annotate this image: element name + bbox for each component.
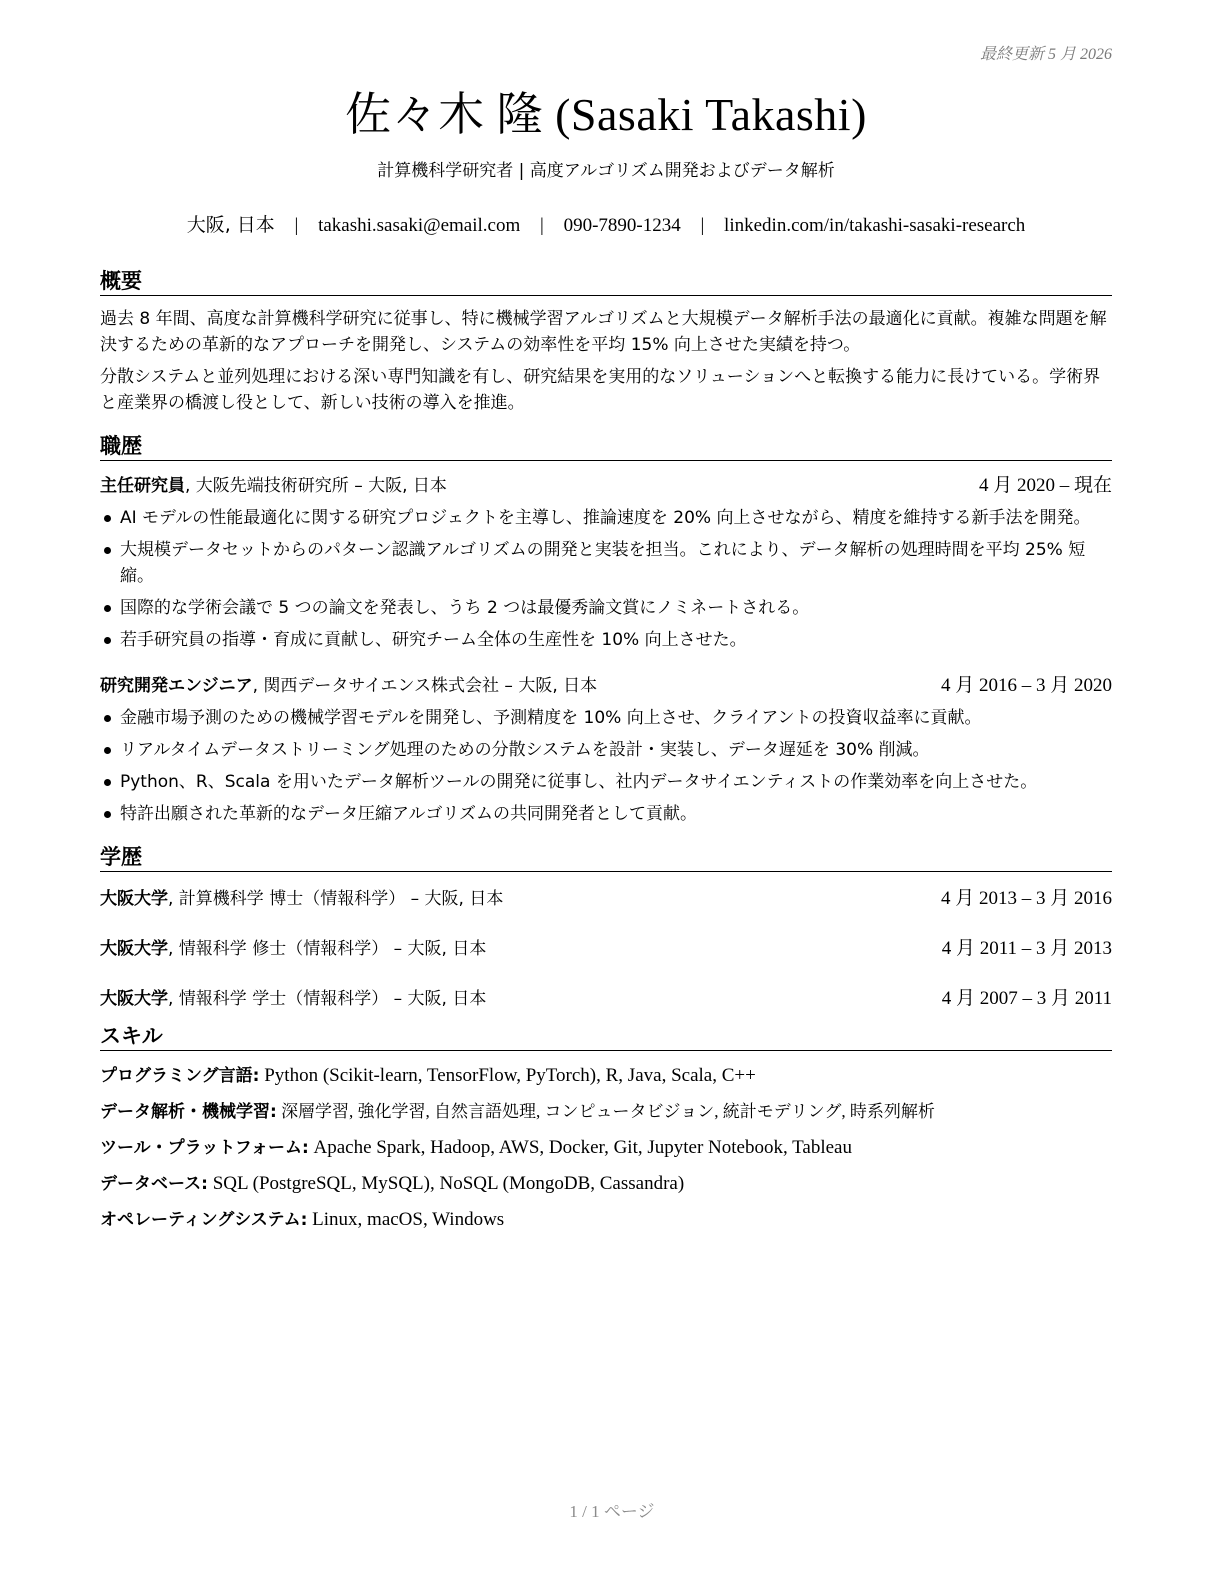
skill-value: 深層学習, 強化学習, 自然言語処理, コンピュータビジョン, 統計モデリング, 時系列解析 <box>276 1102 935 1121</box>
education-line <box>100 886 503 912</box>
candidate-headline: 計算機科学研究者 | 高度アルゴリズム開発およびデータ解析 <box>377 161 835 181</box>
education-school: 大阪大学 <box>100 889 168 909</box>
contact-location: 大阪, 日本 <box>186 214 275 236</box>
job-organization: , 関西データサイエンス株式会社 – 大阪, 日本 <box>252 676 598 696</box>
skill-label: データ解析・機械学習: <box>100 1102 277 1122</box>
contact-email-link[interactable]: takashi.sasaki@email.com <box>318 215 521 236</box>
contact-separator: | <box>294 215 299 236</box>
summary-paragraph: 分散システムと並列処理における深い専門知識を有し、研究結果を実用的なソリューションへと転換する能力に長けている。学術界と産業界の橋渡し役として、新しい技術の導入を推進。 <box>100 367 1101 413</box>
skill-label: ツール・プラットフォーム: <box>100 1138 309 1158</box>
skill-label: プログラミング言語: <box>100 1066 260 1086</box>
page-number-footer: 1 / 1 ページ <box>569 1502 655 1521</box>
education-dates: 4 月 2013 – 3 月 2016 <box>940 888 1112 909</box>
skills-list <box>100 1063 1112 1234</box>
summary-paragraph: 過去 8 年間、高度な計算機科学研究に従事し、特に機械学習アルゴリズムと大規模データ解析手法の最適化に貢献。複雑な問題を解決するための革新的なアプローチを開発し、システムの効率性を平均 15% 向上させた実績を持つ。 <box>100 309 1107 355</box>
contact-linkedin-link[interactable]: linkedin.com/in/takashi-sasaki-research <box>724 215 1026 236</box>
education-detail: , 情報科学 学士（情報科学） – 大阪, 日本 <box>168 989 487 1009</box>
job-entry <box>100 473 1112 653</box>
job-bullet: 大規模データセットからのパターン認識アルゴリズムの開発と実装を担当。これにより、データ解析の処理時間を平均 25% 短縮。 <box>100 537 1112 589</box>
job-bullet: リアルタイムデータストリーミング処理のための分散システムを設計・実装し、データ遅延を 30% 削減。 <box>100 737 1112 763</box>
job-bullet: AI モデルの性能最適化に関する研究プロジェクトを主導し、推論速度を 20% 向上させながら、精度を維持する新手法を開発。 <box>100 505 1112 531</box>
skill-row <box>100 1063 1112 1090</box>
job-bullet: 国際的な学術会議で 5 つの論文を発表し、うち 2 つは最優秀論文賞にノミネートされる。 <box>100 595 1112 621</box>
job-header <box>100 673 1112 699</box>
job-title-line <box>100 473 447 499</box>
skill-row <box>100 1099 1112 1126</box>
skill-label: データベース: <box>100 1174 208 1194</box>
education-line <box>100 986 486 1012</box>
job-title-line <box>100 673 597 699</box>
education-detail: , 情報科学 修士（情報科学） – 大阪, 日本 <box>168 939 487 959</box>
education-list <box>100 886 1112 1012</box>
skill-row <box>100 1207 1112 1234</box>
skill-value: SQL (PostgreSQL, MySQL), NoSQL (MongoDB, Cassandra) <box>207 1173 685 1194</box>
job-header <box>100 473 1112 499</box>
job-bullet: Python、R、Scala を用いたデータ解析ツールの開発に従事し、社内データサイエンティストの作業効率を向上させた。 <box>100 769 1112 795</box>
education-school: 大阪大学 <box>100 939 168 959</box>
contact-separator: | <box>700 215 705 236</box>
skill-value: Apache Spark, Hadoop, AWS, Docker, Git, Jupyter Notebook, Tableau <box>308 1137 852 1158</box>
skill-row <box>100 1135 1112 1162</box>
job-entry <box>100 673 1112 827</box>
education-dates: 4 月 2007 – 3 月 2011 <box>941 988 1112 1009</box>
resume-page <box>100 40 1112 1234</box>
education-school: 大阪大学 <box>100 989 168 1009</box>
job-dates: 4 月 2016 – 3 月 2020 <box>940 675 1112 696</box>
contact-line <box>100 212 1112 239</box>
skill-value: Linux, macOS, Windows <box>307 1209 505 1230</box>
section-title-experience: 職歴 <box>100 432 1112 461</box>
job-bullet: 金融市場予測のための機械学習モデルを開発し、予測精度を 10% 向上させ、クライアントの投資収益率に貢献。 <box>100 705 1112 731</box>
last-updated-label: 最終更新 5 月 2026 <box>979 46 1112 63</box>
skill-label: オペレーティングシステム: <box>100 1210 308 1230</box>
job-role: 研究開発エンジニア <box>100 676 253 696</box>
education-entry <box>100 986 1112 1012</box>
skill-row <box>100 1171 1112 1198</box>
education-entry <box>100 886 1112 912</box>
education-dates: 4 月 2011 – 3 月 2013 <box>941 938 1112 959</box>
education-detail: , 計算機科学 博士（情報科学） – 大阪, 日本 <box>168 889 504 909</box>
job-bullet: 若手研究員の指導・育成に貢献し、研究チーム全体の生産性を 10% 向上させた。 <box>100 627 1112 653</box>
contact-phone[interactable]: 090-7890-1234 <box>563 215 681 236</box>
candidate-name: 佐々木 隆 (Sasaki Takashi) <box>345 89 867 140</box>
job-dates: 4 月 2020 – 現在 <box>978 475 1112 496</box>
job-bullet: 特許出願された革新的なデータ圧縮アルゴリズムの共同開発者として貢献。 <box>100 801 1112 827</box>
job-organization: , 大阪先端技術研究所 – 大阪, 日本 <box>185 476 447 496</box>
job-bullet-list <box>100 705 1112 827</box>
section-title-summary: 概要 <box>100 267 1112 296</box>
skill-value: Python (Scikit-learn, TensorFlow, PyTorch), R, Java, Scala, C++ <box>259 1065 756 1086</box>
education-entry <box>100 936 1112 962</box>
job-role: 主任研究員 <box>100 476 185 496</box>
section-title-education: 学歴 <box>100 843 1112 872</box>
education-line <box>100 936 486 962</box>
job-bullet-list <box>100 505 1112 653</box>
section-title-skills: スキル <box>100 1022 1112 1051</box>
contact-separator: | <box>540 215 544 236</box>
